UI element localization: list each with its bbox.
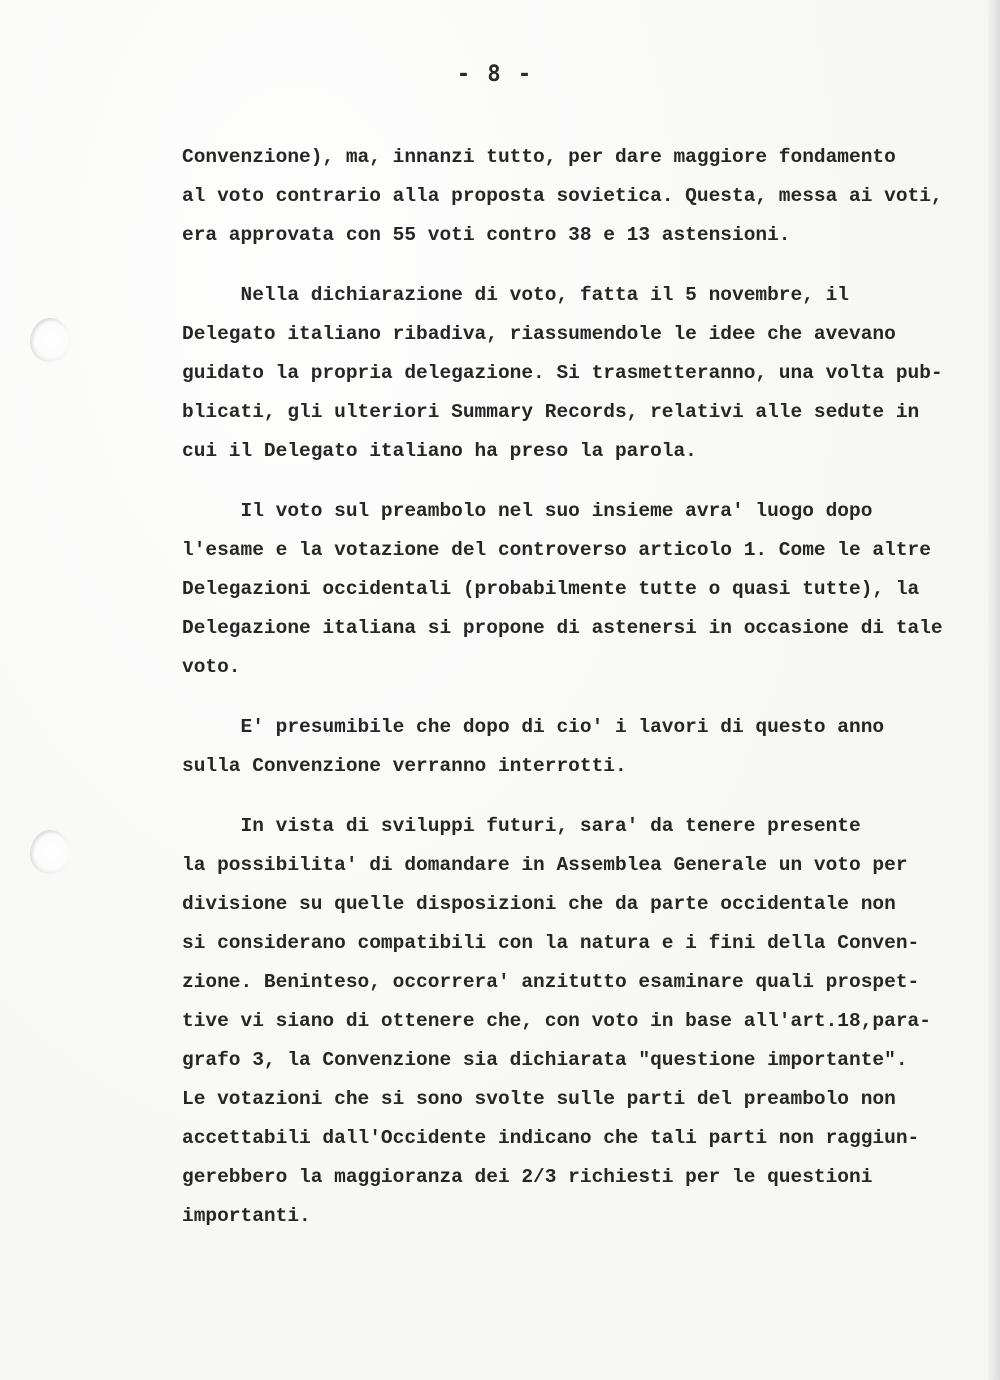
document-body — [182, 138, 962, 1257]
text-line: Le votazioni che si sono svolte sulle parti del preambolo non — [182, 1088, 896, 1110]
text-line: sulla Convenzione verranno interrotti. — [182, 755, 627, 777]
paragraph — [182, 492, 962, 687]
paragraph — [182, 138, 962, 255]
text-line: importanti. — [182, 1205, 311, 1227]
text-line: In vista di sviluppi futuri, sara' da tenere presente — [182, 815, 861, 837]
text-line: tive vi siano di ottenere che, con voto in base all'art.18,para- — [182, 1010, 931, 1032]
text-line: Delegazioni occidentali (probabilmente tutte o quasi tutte), la — [182, 578, 920, 600]
text-line: accettabili dall'Occidente indicano che tali parti non raggiun- — [182, 1127, 920, 1149]
text-line: gerebbero la maggioranza dei 2/3 richiesti per le questioni — [182, 1166, 873, 1188]
text-line: cui il Delegato italiano ha preso la parola. — [182, 440, 697, 462]
text-line: era approvata con 55 voti contro 38 e 13 astensioni. — [182, 224, 791, 246]
text-line: zione. Beninteso, occorrera' anzitutto esaminare quali prospet- — [182, 971, 920, 993]
text-line: Convenzione), ma, innanzi tutto, per dare maggiore fondamento — [182, 146, 896, 168]
paragraph — [182, 276, 962, 471]
punch-hole-top — [30, 318, 70, 362]
text-line: E' presumibile che dopo di cio' i lavori di questo anno — [182, 716, 885, 738]
paragraph — [182, 807, 962, 1236]
text-line: blicati, gli ulteriori Summary Records, relativi alle sedute in — [182, 401, 920, 423]
punch-hole-bottom — [30, 830, 70, 874]
text-line: la possibilita' di domandare in Assemblea Generale un voto per — [182, 854, 908, 876]
text-line: al voto contrario alla proposta sovietica. Questa, messa ai voti, — [182, 185, 943, 207]
text-line: divisione su quelle disposizioni che da parte occidentale non — [182, 893, 896, 915]
text-line: voto. — [182, 656, 241, 678]
text-line: grafo 3, la Convenzione sia dichiarata "questione importante". — [182, 1049, 908, 1071]
text-line: guidato la propria delegazione. Si trasmetteranno, una volta pub- — [182, 362, 943, 384]
text-line: Nella dichiarazione di voto, fatta il 5 novembre, il — [182, 284, 850, 306]
page-edge-shadow — [988, 0, 1000, 1380]
text-line: Delegazione italiana si propone di astenersi in occasione di tale — [182, 617, 943, 639]
text-line: Delegato italiano ribadiva, riassumendole le idee che avevano — [182, 323, 896, 345]
text-line: si considerano compatibili con la natura e i fini della Conven- — [182, 932, 920, 954]
page-number: - 8 - — [456, 62, 534, 87]
text-line: l'esame e la votazione del controverso articolo 1. Come le altre — [182, 539, 931, 561]
text-line: Il voto sul preambolo nel suo insieme avra' luogo dopo — [182, 500, 873, 522]
paragraph — [182, 708, 962, 786]
